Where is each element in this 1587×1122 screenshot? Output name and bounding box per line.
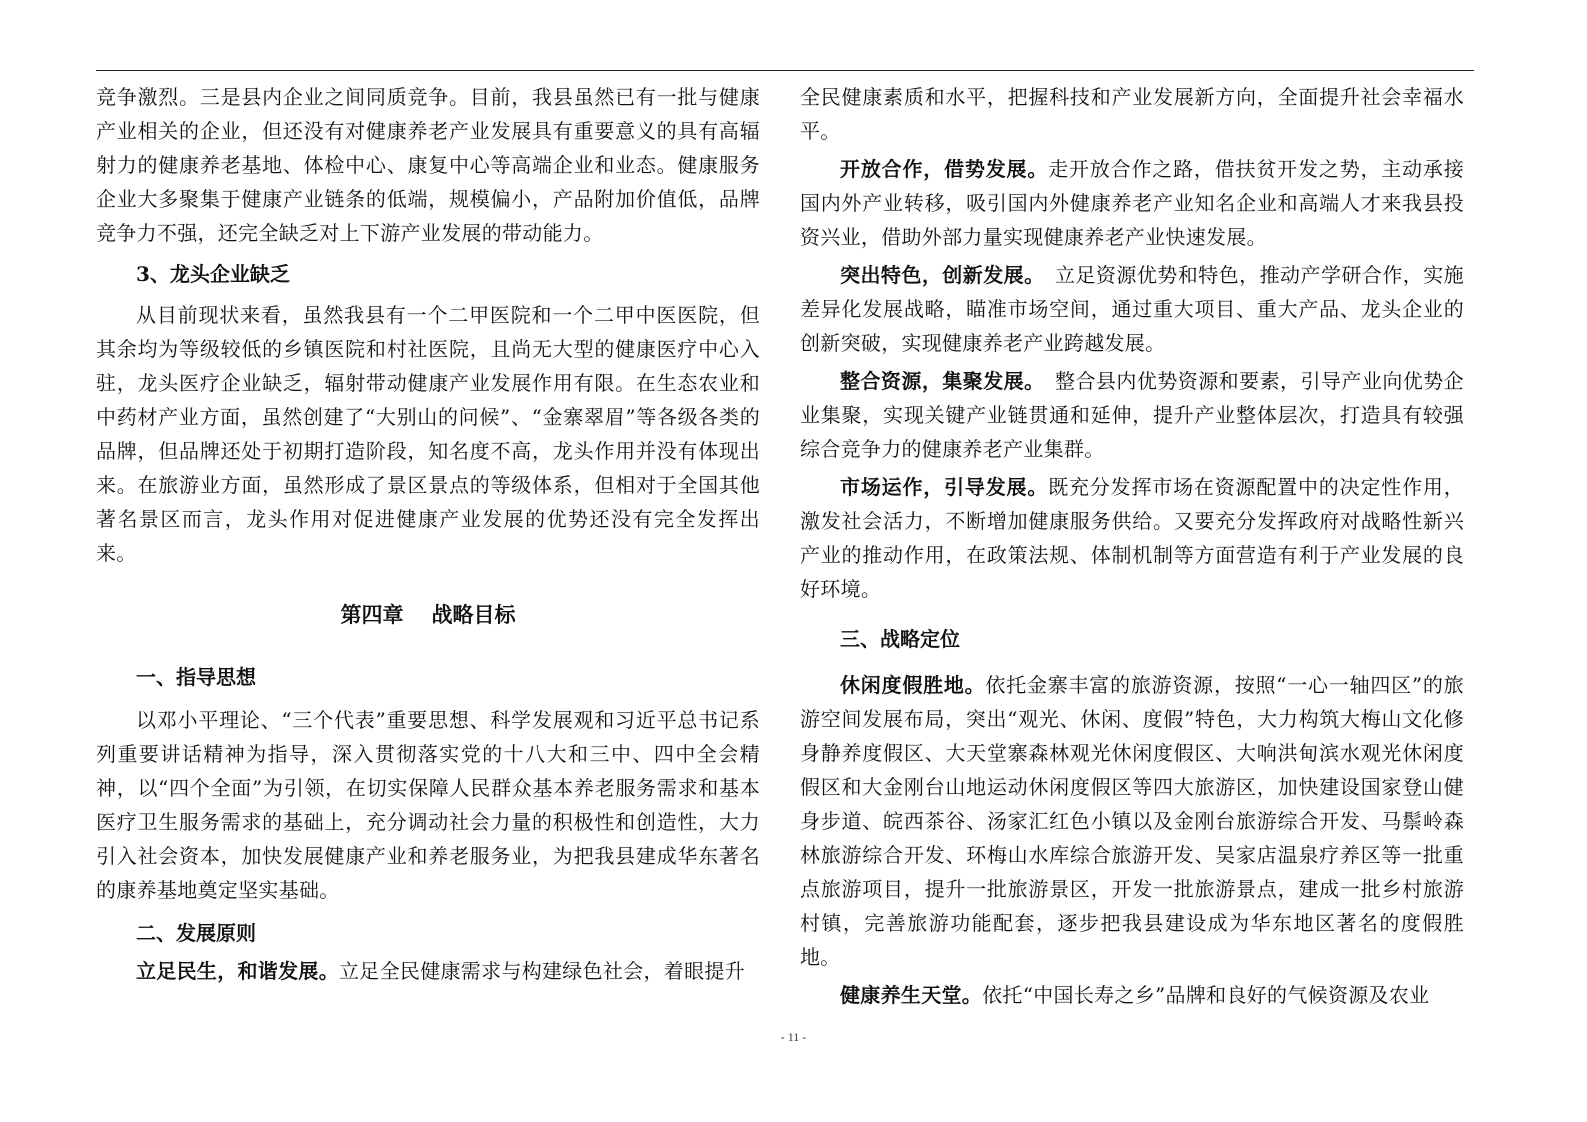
health-paradise-title: 健康养生天堂。 — [840, 983, 983, 1007]
paragraph-principle-integration — [800, 364, 1464, 466]
paragraph-guiding-ideology: 以邓小平理论、“三个代表”重要思想、科学发展观和习近平总书记系列重要讲话精神为指导，深入贯彻落实党的十八大和三中、四中全会精神，以“四个全面”为引领，在切实保障人民群众基本养老服务需求和基本医疗卫生服务需求的基础上，充分调动社会力量的积极性和创造性，大力引入社会资本，加快发展健康产业和养老服务业，为把我县建成华东著名的康养基地奠定坚实基础。 — [96, 708, 760, 902]
page-number: - 11 - — [780, 1030, 807, 1044]
leisure-resort-text: 依托金寨丰富的旅游资源，按照“一心一轴四区”的旅游空间发展布局，突出“观光、休闲、度假”特色，大力构筑大梅山文化修身静养度假区、大天堂寨森林观光休闲度假区、大响洪甸滨水观光休闲度假区和大金刚台山地运动休闲度假区等四大旅游区，加快建设国家登山健身步道、皖西茶谷、汤家汇红色小镇以及金刚台旅游综合开发、马鬃岭森林旅游综合开发、环梅山水库综合旅游开发、吴家店温泉疗养区等一批重点旅游项目，提升一批旅游景区，开发一批旅游景点，建成一批乡村旅游村镇，完善旅游功能配套，逐步把我县建设成为华东地区著名的度假胜地。 — [800, 673, 1464, 969]
heading-guiding-ideology: 一、指导思想 — [136, 665, 256, 689]
principle-market-text: 既充分发挥市场在资源配置中的决定性作用，激发社会活力，不断增加健康服务供给。又要充分发挥政府对战略性新兴产业的推动作用，在政策法规、体制机制等方面营造有利于产业发展的良好环境。 — [800, 475, 1465, 601]
paragraph-principle-open — [800, 152, 1464, 254]
principle-integration-title: 整合资源，集聚发展。 — [840, 369, 1035, 393]
heading-strategic-positioning: 三、战略定位 — [840, 627, 960, 651]
principle-open-title: 开放合作，借势发展。 — [840, 157, 1049, 181]
paragraph-leisure-resort — [800, 668, 1464, 974]
paragraph-leading-enterprises: 从目前现状来看，虽然我县有一个二甲医院和一个二甲中医医院，但其余均为等级较低的乡镇医院和村社医院，且尚无大型的健康医疗中心入驻，龙头医疗企业缺乏，辐射带动健康产业发展作用有限。在生态农业和中药材产业方面，虽然创建了“大别山的问候”、“金寨翠眉”等各级各类的品牌，但品牌还处于初期打造阶段，知名度不高，龙头作用并没有体现出来。在旅游业方面，虽然形成了景区景点的等级体系，但相对于全国其他著名景区而言，龙头作用对促进健康产业发展的优势还没有完全发挥出来。 — [96, 303, 760, 565]
health-paradise-text: 依托“中国长寿之乡”品牌和良好的气候资源及农业 — [982, 983, 1430, 1007]
right-column — [800, 80, 1464, 1012]
paragraph-health-paradise — [800, 978, 1464, 1012]
chapter-title: 战略目标 — [431, 602, 516, 627]
heading-development-principles: 二、发展原则 — [136, 921, 256, 945]
principle-feature-text: 立足资源优势和特色，推动产学研合作，实施差异化发展战略，瞄准市场空间，通过重大项目、重大产品、龙头企业的创新突破，实现健康养老产业跨越发展。 — [800, 263, 1464, 355]
paragraph-competition: 竞争激烈。三是县内企业之间同质竞争。目前，我县虽然已有一批与健康产业相关的企业，但还没有对健康养老产业发展具有重要意义的具有高辐射力的健康养老基地、体检中心、康复中心等高端企业和业态。健康服务企业大多聚集于健康产业链条的低端，规模偏小，产品附加价值低，品牌竞争力不强，还完全缺乏对上下游产业发展的带动能力。 — [96, 85, 760, 245]
principle-feature-title: 突出特色，创新发展。 — [840, 263, 1035, 287]
chapter-number: 第四章 — [340, 602, 404, 627]
principle-livelihood-title: 立足民生，和谐发展。 — [136, 959, 339, 983]
heading-leading-enterprises: 3、龙头企业缺乏 — [136, 262, 290, 286]
paragraph-principle-market — [800, 470, 1464, 606]
left-column — [96, 80, 760, 988]
header-rule — [96, 70, 1474, 71]
paragraph-principle-livelihood — [96, 954, 760, 988]
principle-livelihood-text: 立足全民健康需求与构建绿色社会，着眼提升 — [339, 959, 745, 983]
principle-market-title: 市场运作，引导发展。 — [840, 475, 1049, 499]
principle-integration-text: 整合县内优势资源和要素，引导产业向优势企业集聚，实现关键产业链贯通和延伸，提升产业整体层次，打造具有较强综合竞争力的健康养老产业集群。 — [800, 369, 1464, 461]
paragraph-livelihood-continued: 全民健康素质和水平，把握科技和产业发展新方向，全面提升社会幸福水平。 — [800, 85, 1464, 143]
chapter-heading — [96, 598, 760, 632]
leisure-resort-title: 休闲度假胜地。 — [840, 673, 986, 697]
principle-open-text: 走开放合作之路，借扶贫开发之势，主动承接国内外产业转移，吸引国内外健康养老产业知名企业和高端人才来我县投资兴业，借助外部力量实现健康养老产业快速发展。 — [800, 157, 1465, 249]
paragraph-principle-feature — [800, 258, 1464, 360]
